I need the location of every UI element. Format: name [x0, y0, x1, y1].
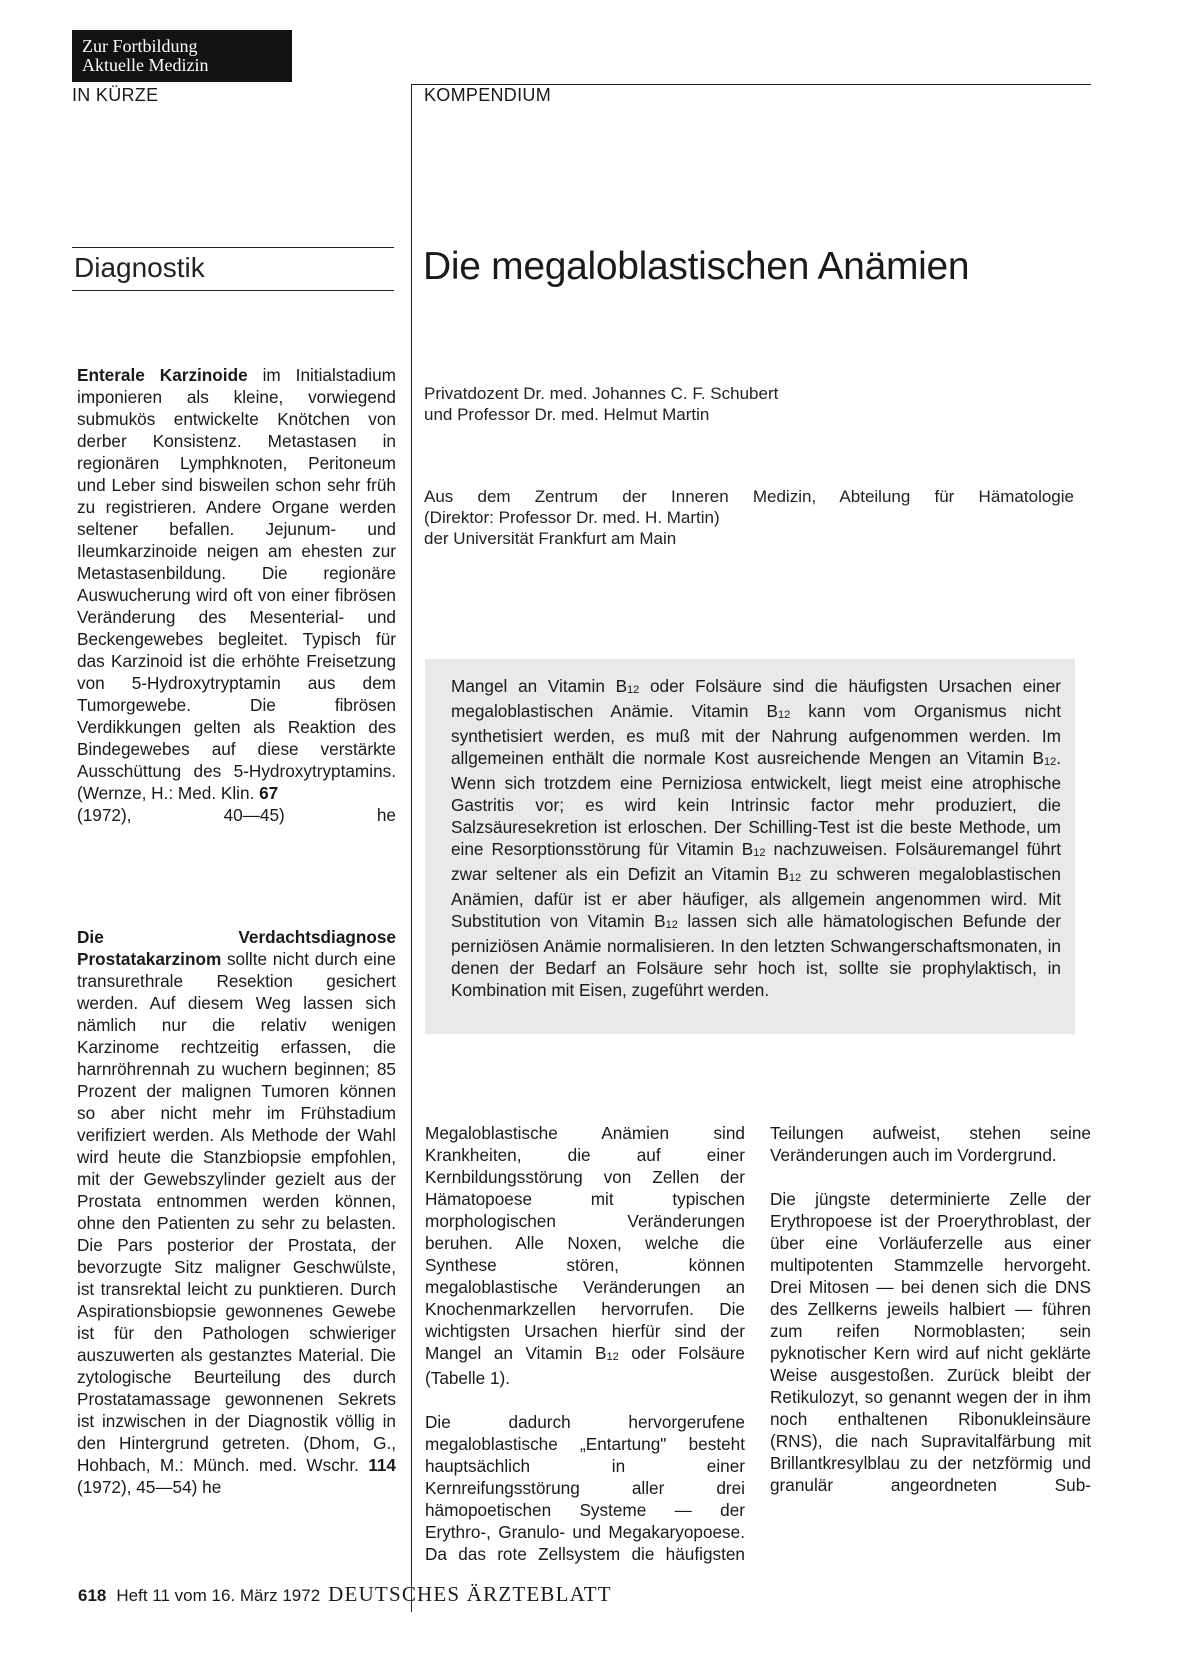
affiliation-line1: Aus dem Zentrum der Inneren Medizin, Abteilung für Hämatologie	[424, 487, 1074, 506]
department-heading: Diagnostik	[74, 252, 205, 283]
news-item-body: im Initialstadium imponieren als kleine, vorwiegend submukös entwickelte Knötchen von derber Konsistenz. Metastasen in regionären Lymphknoten, Peritoneum und Leber sind bisweilen schon sehr früh zu registrieren. Andere Organe werden seltener befallen. Jejunum- und Ileumkarzinoide neigen am ehesten zur Metastasenbildung. Die regionäre Auswucherung wird oft von einer fibrösen Veränderung des Mesenterial- und Beckengewebes begleitet. Typisch für das Karzinoid ist die erhöhte Freisetzung von 5-Hydroxytryptamin aus dem Tumorgewebe. Die fibrösen Verdikkungen gelten als Reaktion des Bindegewebes auf diese verstärkte Ausschüttung des 5-Hydroxytryptamins. (Wernze, H.: Med. Klin.	[77, 365, 396, 803]
article-paragraph: Teilungen aufweist, stehen seine Veränderungen auch im Vordergrund.	[770, 1123, 1091, 1165]
abstract-box	[425, 659, 1075, 1034]
authors-line2: und Professor Dr. med. Helmut Martin	[424, 405, 710, 424]
author-initials: he	[202, 1477, 222, 1497]
citation-end: (1972), 40—45)	[77, 805, 285, 825]
left-section-heading: IN KÜRZE	[72, 85, 159, 105]
right-section-heading: KOMPENDIUM	[424, 85, 552, 105]
article-column-2	[770, 1122, 1091, 1496]
article-paragraph: Die jüngste determinierte Zelle der Erythropoese ist der Proerythroblast, der über eine Vorläuferzelle aus einer multipotenten Stammzelle hervorgeht. Drei Mitosen — bei denen sich die DNS des Zellkerns jeweils halbiert — führen zum reifen Normoblasten; sein pyknotischer Kern wird auf nicht geklärte Weise ausgestoßen. Zurück bleibt der Retikulozyt, so genannt wegen der in ihm noch enthaltenen Ribonukleinsäure (RNS), die nach Supravitalfärbung mit Brillantkresylblau zu der netzförmig und granulär angeordneten Sub-	[770, 1189, 1091, 1495]
news-item-keyword: Die Verdachtsdiagnose Prostatakarzinom	[77, 927, 396, 969]
authors	[424, 383, 778, 425]
citation-volume: 67	[259, 783, 279, 803]
affiliation-line3: der Universität Frankfurt am Main	[424, 529, 677, 548]
column-divider	[411, 84, 412, 1612]
affiliation-line2: (Direktor: Professor Dr. med. H. Martin)	[424, 508, 720, 527]
journal-name: DEUTSCHES ÄRZTEBLATT	[328, 1582, 612, 1606]
department-rule-top	[72, 247, 394, 248]
abstract-text: Mangel an Vitamin $B_{12}$ oder Folsäure sind die häufigsten Ursachen einer megaloblastischen Anämie. Vitamin $B_{12}$ kann vom Organismus nicht synthetisiert werden, es muß mit der Nahrung aufgenommen werden. Im allgemeinen enthält die normale Kost ausreichende Mengen an Vitamin $B_{12}$. Wenn sich trotzdem eine Perniziosa entwickelt, liegt meist eine atrophische Gastritis vor; es wird kein Intrinsic factor mehr produziert, die Salzsäuresekretion ist erloschen. Der Schilling-Test ist die beste Methode, um eine Resorptionsstörung für Vitamin $B_{12}$ nachzuweisen. Folsäuremangel führt zwar seltener als ein Defizit an Vitamin $B_{12}$ zu schweren megaloblastischen Anämien, dafür ist er aber häufiger, als allgemein angenommen wird. Mit Substitution von Vitamin $B_{12}$ lassen sich alle hämatologischen Befunde der perniziösen Anämie normalisieren. In den letzten Schwangerschaftsmonaten, in denen der Bedarf an Folsäure sehr hoch ist, sollte sie prophylaktisch, in Kombination mit Eisen, zugeführt werden.	[451, 676, 1061, 1000]
author-initials: he	[376, 805, 396, 825]
article-paragraph: Megaloblastische Anämien sind Krankheiten, die auf einer Kernbildungsstörung von Zellen der Hämatopoese mit typischen morphologischen Veränderungen beruhen. Alle Noxen, welche die Synthese stören, können megaloblastische Veränderungen an Knochenmarkzellen hervorrufen. Die wichtigsten Ursachen hierfür sind der Mangel an Vitamin $B_{12}$ oder Folsäure (Tabelle 1).	[425, 1123, 745, 1388]
article-paragraph: Die dadurch hervorgerufene megaloblastische „Entartung" besteht hauptsächlich in einer Kernreifungsstörung aller drei hämopoetischen Systeme — der Erythro-, Granulo- und Megakaryopoese. Da das rote Zellsystem die häufigsten	[425, 1412, 745, 1564]
citation-volume: 114	[368, 1455, 396, 1475]
series-label-line2: Aktuelle Medizin	[82, 55, 209, 75]
article-column-1	[425, 1122, 745, 1565]
series-label	[72, 30, 292, 82]
page-number: 618	[78, 1586, 107, 1605]
news-item-keyword: Enterale Karzinoide	[77, 365, 248, 385]
authors-line1: Privatdozent Dr. med. Johannes C. F. Schubert	[424, 384, 779, 403]
header-rule	[411, 84, 1091, 85]
article-title: Die megaloblastischen Anämien	[423, 245, 970, 288]
page-footer	[78, 1582, 612, 1607]
citation-end: (1972), 45—54)	[77, 1477, 198, 1497]
department-rule-bottom	[72, 290, 394, 291]
news-item-body: sollte nicht durch eine transurethrale Resektion gesichert werden. Auf diesem Weg lassen sich nämlich nur die relativ wenigen Karzinome rechtzeitig erfassen, die harnröhrennah zu wuchern beginnen; 85 Prozent der malignen Tumoren können so aber nicht mehr im Frühstadium verifiziert werden. Als Methode der Wahl wird heute die Stanzbiopsie empfohlen, mit der Gewebszylinder gezielt aus der Prostata entnommen werden können, ohne den Patienten zu sehr zu belasten. Die Pars posterior der Prostata, der bevorzugte Sitz maligner Geschwülste, ist transrektal leicht zu punktieren. Durch Aspirationsbiopsie gewonnenes Gewebe ist für den Pathologen schwieriger auszuwerten als gestanztes Material. Die zytologische Beurteilung des durch Prostatamassage gewonnenen Sekrets ist inzwischen in der Diagnostik völlig in den Hintergrund getreten. (Dhom, G., Hohbach, M.: Münch. med. Wschr.	[77, 949, 396, 1475]
news-item-carcinoids	[77, 364, 396, 826]
series-label-line1: Zur Fortbildung	[82, 36, 198, 56]
news-item-prostate	[77, 926, 396, 1498]
issue-info: Heft 11 vom 16. März 1972	[116, 1586, 321, 1605]
affiliation	[424, 486, 1074, 549]
